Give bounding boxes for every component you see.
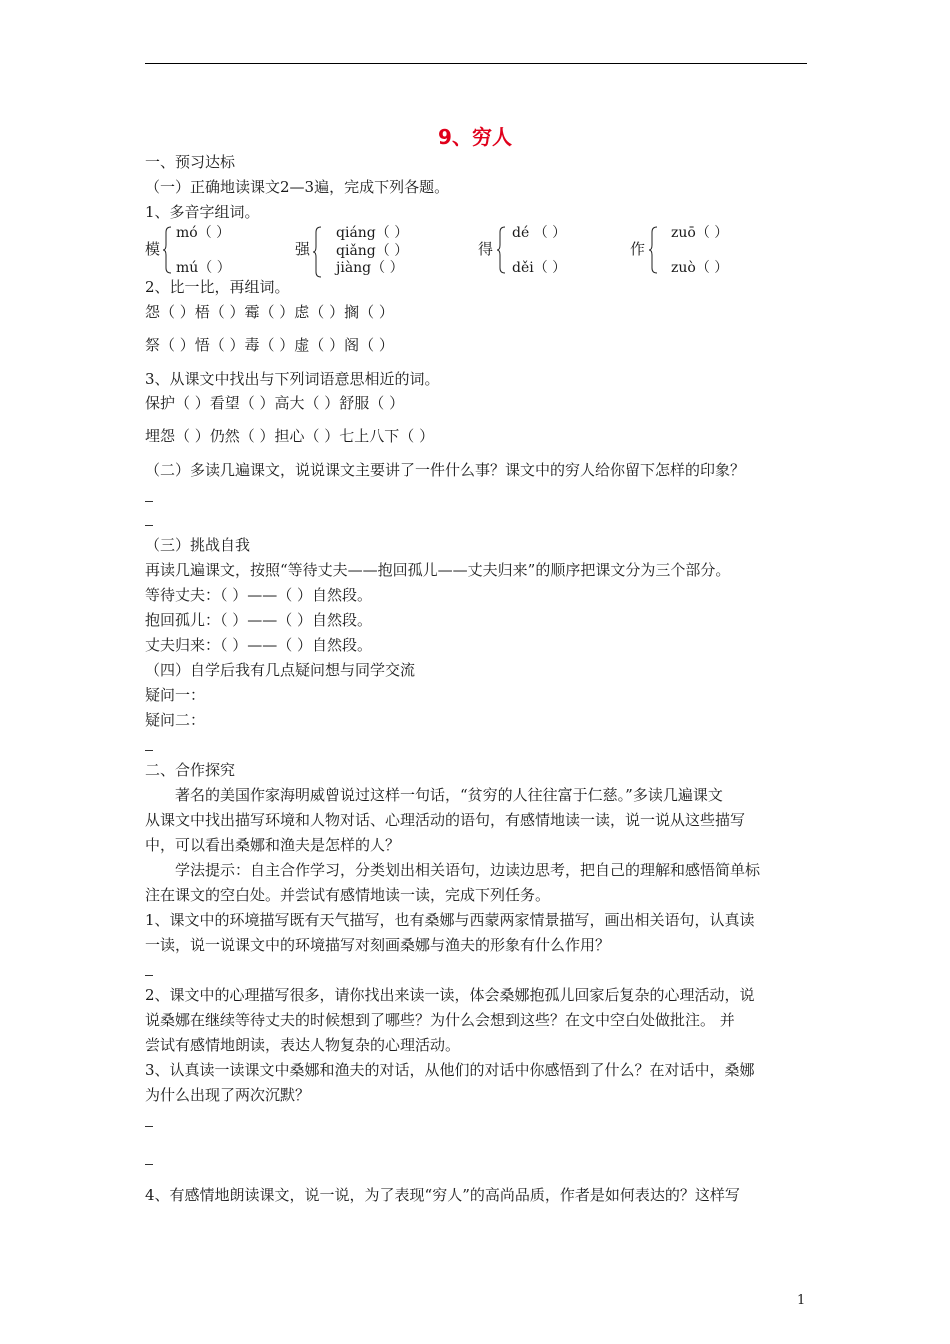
- pinyin-qiang-1: qiáng（ ）: [336, 225, 409, 241]
- part-line: 抱回孤儿：（ ）——（ ）自然段。: [145, 611, 373, 629]
- pinyin-zuo-1: zuō（ ）: [671, 225, 729, 241]
- part-line: 等待丈夫：（ ）——（ ）自然段。: [145, 586, 373, 604]
- task-line: 4、有感情地朗读课文，说一说，为了表现“穷人”的高尚品质，作者是如何表达的？这样写: [145, 1186, 740, 1204]
- task-line: 尝试有感情地朗读，表达人物复杂的心理活动。: [145, 1036, 461, 1054]
- pinyin-qiang-2: qiǎng（ ）: [336, 243, 409, 259]
- section-heading: 二、合作探究: [145, 761, 236, 779]
- paragraph-line: 从课文中找出描写环境和人物对话、心理活动的语句，有感情地读一读，说一说从这些描写: [145, 811, 746, 829]
- paragraph-line: 中，可以看出桑娜和渔夫是怎样的人？: [145, 836, 401, 854]
- brace-icon: [313, 226, 322, 278]
- polyphone-char-de: 得: [478, 240, 494, 258]
- task-line: 为什么出现了两次沉默？: [145, 1086, 311, 1104]
- part-line: 丈夫归来：（ ）——（ ）自然段。: [145, 636, 373, 654]
- answer-blank[interactable]: [145, 1126, 153, 1127]
- task-line: 3、认真读一读课文中桑娜和渔夫的对话，从他们的对话中你感悟到了什么？在对话中，桑娜: [145, 1061, 755, 1079]
- header-rule: [145, 63, 807, 64]
- answer-blank[interactable]: [145, 501, 153, 502]
- compare-row-2: 祭（ ）悟（ ）毒（ ）虚（ ）阁（ ）: [145, 336, 394, 354]
- compare-row-1: 怨（ ）梧（ ）霉（ ）虑（ ）搁（ ）: [145, 303, 394, 321]
- instruction-text: 再读几遍课文，按照“等待丈夫——抱回孤儿——丈夫归来”的顺序把课文分为三个部分。: [145, 561, 731, 579]
- task-line: 2、课文中的心理描写很多，请你找出来读一读，体会桑娜抱孤儿回家后复杂的心理活动，说: [145, 986, 755, 1004]
- section-heading: 一、预习达标: [145, 153, 236, 171]
- answer-blank[interactable]: [145, 1164, 153, 1165]
- brace-icon: [163, 226, 172, 274]
- answer-blank[interactable]: [145, 525, 153, 526]
- paragraph-line: 著名的美国作家海明威曾说过这样一句话，“贫穷的人往往富于仁慈。”多读几遍课文: [175, 786, 723, 804]
- pinyin-mo-2: mú（ ）: [176, 260, 231, 276]
- task-line: 1、课文中的环境描写既有天气描写，也有桑娜与西蒙两家情景描写，画出相关语句，认真读: [145, 911, 755, 929]
- pinyin-de-1: dé （ ）: [512, 225, 567, 241]
- polyphone-char-mo: 模: [145, 240, 161, 258]
- subsection-heading: （四）自学后我有几点疑问想与同学交流: [145, 661, 416, 679]
- subsection-question: （二）多读几遍课文，说说课文主要讲了一件什么事？课文中的穷人给你留下怎样的印象？: [145, 461, 746, 479]
- task-line: 说桑娜在继续等待丈夫的时候想到了哪些？为什么会想到这些？在文中空白处做批注。 并: [145, 1011, 735, 1029]
- pinyin-qiang-3: jiàng（ ）: [336, 260, 404, 276]
- pinyin-mo-1: mó（ ）: [176, 225, 231, 241]
- task-line: 一读，说一说课文中的环境描写对刻画桑娜与渔夫的形象有什么作用？: [145, 936, 611, 954]
- polyphone-char-qiang: 强: [295, 240, 311, 258]
- answer-blank[interactable]: [145, 750, 153, 751]
- pinyin-de-2: děi（ ）: [512, 260, 567, 276]
- question-prompt: 疑问一：: [145, 686, 206, 704]
- synonym-row-2: 埋怨（ ）仍然（ ）担心（ ）七上八下（ ）: [145, 427, 435, 445]
- question-label: 3、从课文中找出与下列词语意思相近的词。: [145, 370, 440, 388]
- page-title: 9、穷人: [438, 125, 512, 149]
- subsection-heading: （三）挑战自我: [145, 536, 251, 554]
- paragraph-line: 学法提示：自主合作学习，分类划出相关语句，边读边思考，把自己的理解和感悟简单标: [175, 861, 761, 879]
- brace-icon: [497, 226, 506, 274]
- subsection-heading: （一）正确地读课文2—3遍，完成下列各题。: [145, 178, 450, 196]
- question-prompt: 疑问二：: [145, 711, 206, 729]
- page-number: 1: [797, 1293, 806, 1308]
- paragraph-line: 注在课文的空白处。并尝试有感情地读一读，完成下列任务。: [145, 886, 551, 904]
- answer-blank[interactable]: [145, 975, 153, 976]
- brace-icon: [649, 226, 658, 274]
- question-label: 2、比一比，再组词。: [145, 278, 290, 296]
- pinyin-zuo-2: zuò（ ）: [671, 260, 729, 276]
- question-label: 1、多音字组词。: [145, 203, 260, 221]
- synonym-row-1: 保护（ ）看望（ ）高大（ ）舒服（ ）: [145, 394, 405, 412]
- polyphone-char-zuo: 作: [630, 240, 646, 258]
